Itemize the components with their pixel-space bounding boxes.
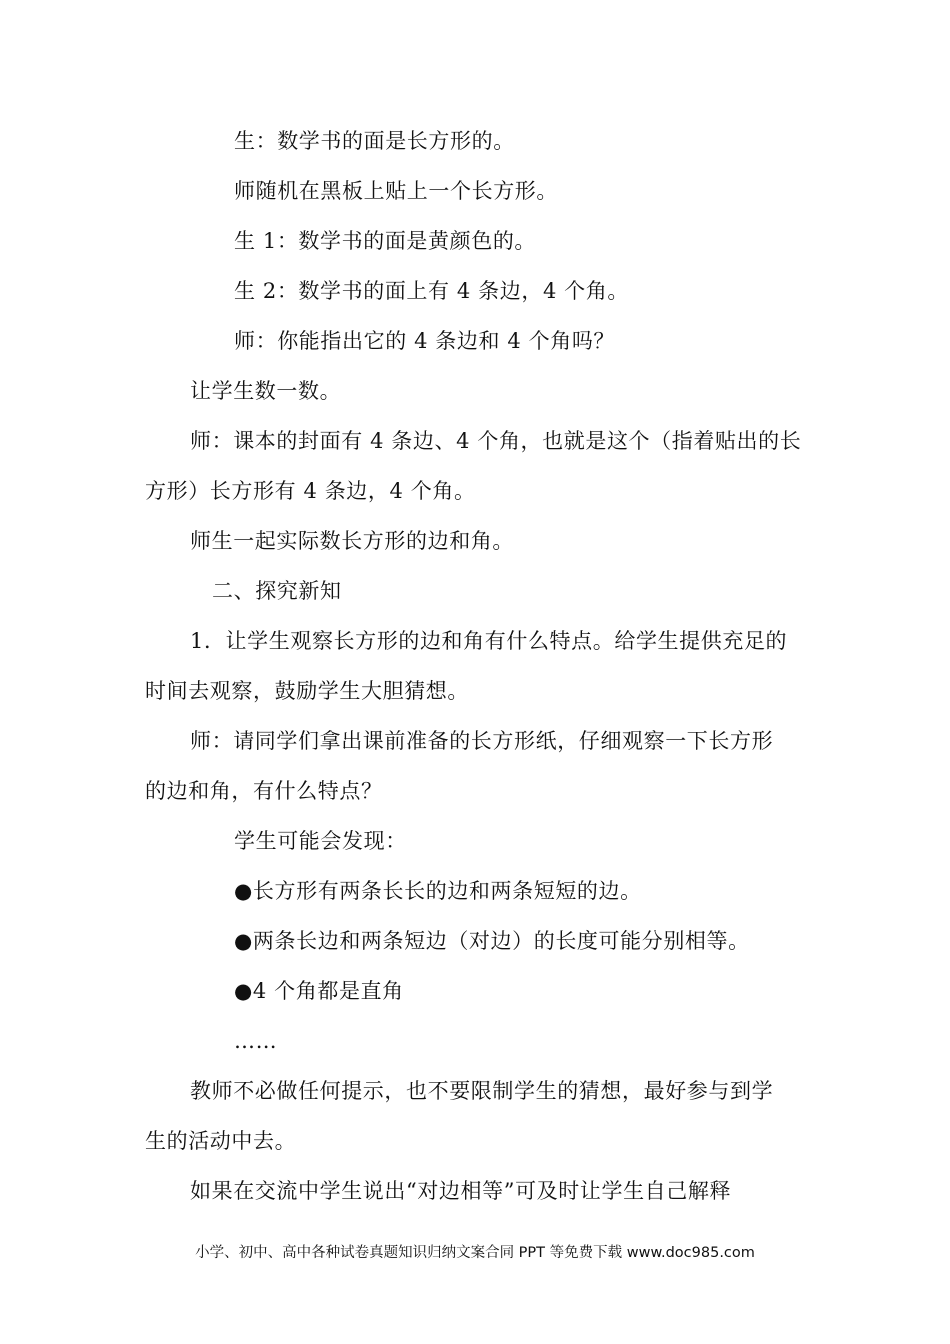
bullet-item-long-short-sides: ●长方形有两条长长的边和两条短短的边。 xyxy=(234,879,642,903)
step-1-line2: 时间去观察，鼓励学生大胆猜想。 xyxy=(145,679,469,703)
ellipsis: …… xyxy=(234,1029,278,1053)
paragraph-teacher-no-hints-line2: 生的活动中去。 xyxy=(145,1129,297,1153)
step-1-line1: 1．让学生观察长方形的边和角有什么特点。给学生提供充足的 xyxy=(190,629,788,653)
section-heading-explore: 二、探究新知 xyxy=(212,579,342,603)
bullet-item-opposite-sides-equal: ●两条长边和两条短边（对边）的长度可能分别相等。 xyxy=(234,929,750,953)
dialogue-line-student-rectangle: 生：数学书的面是长方形的。 xyxy=(234,129,515,153)
dialogue-line-student-2: 生 2：数学书的面上有 4 条边，4 个角。 xyxy=(234,279,629,303)
paragraph-opposite-sides-explain: 如果在交流中学生说出“对边相等”可及时让学生自己解释 xyxy=(190,1179,732,1203)
paragraph-teacher-no-hints-line1: 教师不必做任何提示，也不要限制学生的猜想，最好参与到学 xyxy=(190,1079,774,1103)
instruction-count-together: 师生一起实际数长方形的边和角。 xyxy=(190,529,514,553)
paragraph-teacher-paper-line1: 师：请同学们拿出课前准备的长方形纸，仔细观察一下长方形 xyxy=(190,729,774,753)
paragraph-teacher-paper-line2: 的边和角，有什么特点？ xyxy=(145,779,383,803)
dialogue-line-student-1: 生 1：数学书的面是黄颜色的。 xyxy=(234,229,537,253)
dialogue-line-teacher-question: 师：你能指出它的 4 条边和 4 个角吗？ xyxy=(234,329,616,353)
bullet-item-right-angles: ●4 个角都是直角 xyxy=(234,979,404,1003)
narration-teacher-posts-rectangle: 师随机在黑板上贴上一个长方形。 xyxy=(234,179,558,203)
instruction-count: 让学生数一数。 xyxy=(190,379,342,403)
students-may-discover: 学生可能会发现： xyxy=(234,829,407,853)
page-footer: 小学、初中、高中各种试卷真题知识归纳文案合同 PPT 等免费下载 www.doc985.com xyxy=(195,1245,755,1261)
paragraph-teacher-cover-line2: 方形）长方形有 4 条边，4 个角。 xyxy=(145,479,476,503)
paragraph-teacher-cover-line1: 师：课本的封面有 4 条边、4 个角，也就是这个（指着贴出的长 xyxy=(190,429,802,453)
